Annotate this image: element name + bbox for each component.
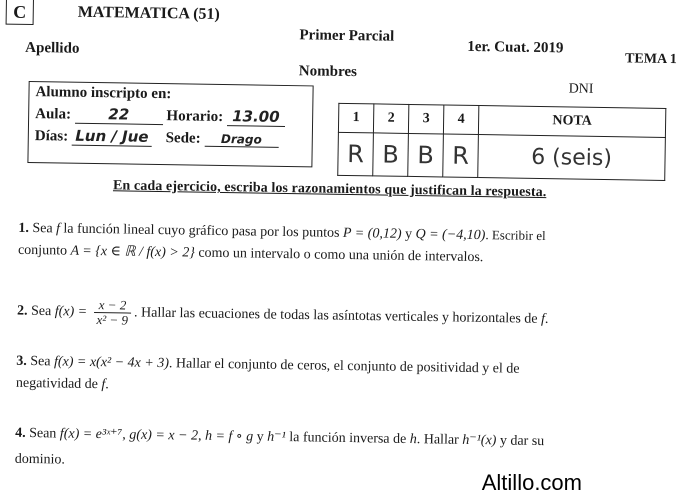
exercise-2-text-a: Sea [30, 303, 52, 320]
exercise-1-text-d: conjunto [17, 242, 68, 259]
tema-letter-box: C [6, 0, 34, 25]
exercise-4-text-c: . Hallar [416, 432, 459, 448]
exercise-2-numerator: x − 2 [94, 298, 132, 314]
exercise-4-number: 4. [15, 425, 26, 441]
exercise-2-number: 2. [16, 303, 28, 319]
grade-mark-4: R [443, 134, 479, 178]
exercise-2-denominator: x² − 9 [96, 312, 129, 328]
exercise-3-text-a: Sea [30, 354, 51, 370]
nombres-label: Nombres [298, 63, 358, 81]
exercise-4-comma-2: , [197, 428, 202, 444]
exercise-2-lhs: f(x) = [54, 304, 88, 320]
dias-label: Días: [34, 128, 69, 145]
grade-header-nota: NOTA [478, 106, 665, 138]
exercise-1-set: A = {x ∈ ℝ / f(x) > 2} [70, 243, 195, 261]
exercise-1-number: 1. [18, 220, 29, 236]
exam-title: Primer Parcial [299, 27, 395, 45]
grades-mark-row [338, 132, 666, 180]
exercise-3 [16, 351, 677, 405]
exercise-4-hinv-x: h⁻¹(x) [462, 432, 497, 449]
exercise-4-g-expr: g(x) = x − 2 [129, 427, 199, 444]
grade-header-1: 1 [338, 103, 373, 133]
exercise-3-text-b: . Hallar el conjunto de ceros, el conjunto de positividad y el de [168, 356, 520, 377]
apellido-label: Apellido [25, 39, 80, 57]
exercise-3-text-c: negatividad de [15, 375, 99, 393]
grade-mark-1: R [338, 132, 374, 176]
exercise-1-text-a: Sea [32, 221, 53, 237]
exercise-1-text-b: la función lineal cuyo gráfico pasa por los puntos [63, 221, 340, 241]
grade-mark-3: B [408, 133, 444, 177]
exercise-1-point-p: P = (0,12) [342, 225, 402, 242]
exercise-4-text-e: dominio. [14, 451, 66, 468]
exercise-3-number: 3. [16, 353, 27, 369]
grades-table [337, 103, 666, 181]
exercise-1-text-c: . Escribir el [485, 227, 546, 244]
grade-header-2: 2 [373, 104, 408, 134]
aula-value: 22 [75, 105, 163, 125]
exercise-4-y: y [256, 429, 264, 445]
dias-value: Lun / Jue [72, 127, 152, 147]
enrollment-title: Alumno inscripto en: [35, 84, 172, 103]
exercise-4-hinv: h⁻¹ [267, 429, 286, 446]
aula-row [35, 104, 285, 127]
exercise-4-comma: , [122, 427, 126, 443]
watermark-altillo: Altillo.com [481, 470, 582, 495]
exercise-4-text-b: la función inversa de [289, 430, 407, 447]
exercise-4-h: h [409, 431, 417, 448]
horario-label: Horario: [166, 108, 224, 126]
exercise-4-text-d: y dar su [499, 433, 545, 450]
exercise-3-f: f [101, 377, 106, 393]
exercise-1-y: y [404, 226, 413, 243]
dni-label: DNI [568, 81, 594, 97]
exercise-1-point-q: Q = (−4,10) [415, 227, 486, 244]
exercise-2-end: . [544, 311, 549, 327]
aula-label: Aula: [35, 106, 72, 123]
grade-header-4: 4 [443, 105, 478, 135]
sede-value: Drago [204, 132, 278, 148]
tema-label: TEMA 1 [624, 51, 677, 68]
horario-value: 13.00 [227, 107, 285, 127]
exercise-2-text-b: . Hallar las ecuaciones de todas las asíntotas verticales y horizontales de [133, 305, 538, 327]
exercise-1 [18, 217, 679, 272]
grade-header-3: 3 [408, 104, 443, 134]
course-title: MATEMATICA (51) [77, 3, 220, 23]
grade-mark-2: B [373, 133, 409, 177]
dias-row [35, 126, 279, 149]
exercise-1-f: f [55, 221, 61, 237]
exercise-3-expr: f(x) = x(x² − 4x + 3) [53, 354, 170, 372]
period: 1er. Cuat. 2019 [467, 38, 564, 57]
exercise-4-h-expr: h = f ∘ g [204, 428, 254, 445]
sede-label: Sede: [165, 130, 201, 147]
enrollment-box [27, 81, 313, 167]
exercise-2-fraction [93, 298, 131, 328]
exercise-4-f-expr: f(x) = e³ˣ⁺⁷ [59, 426, 123, 443]
instruction: En cada ejercicio, escriba los razonamientos que justifican la respuesta. [112, 178, 547, 201]
exercise-3-end: . [105, 377, 109, 393]
grade-nota: 6 (seis) [478, 135, 666, 181]
exercise-1-text-e: como un intervalo o como una unión de intervalos. [198, 245, 484, 266]
exercise-2-f: f [540, 311, 546, 327]
exercise-2 [17, 297, 677, 336]
exercise-4-text-a: Sean [29, 426, 57, 442]
